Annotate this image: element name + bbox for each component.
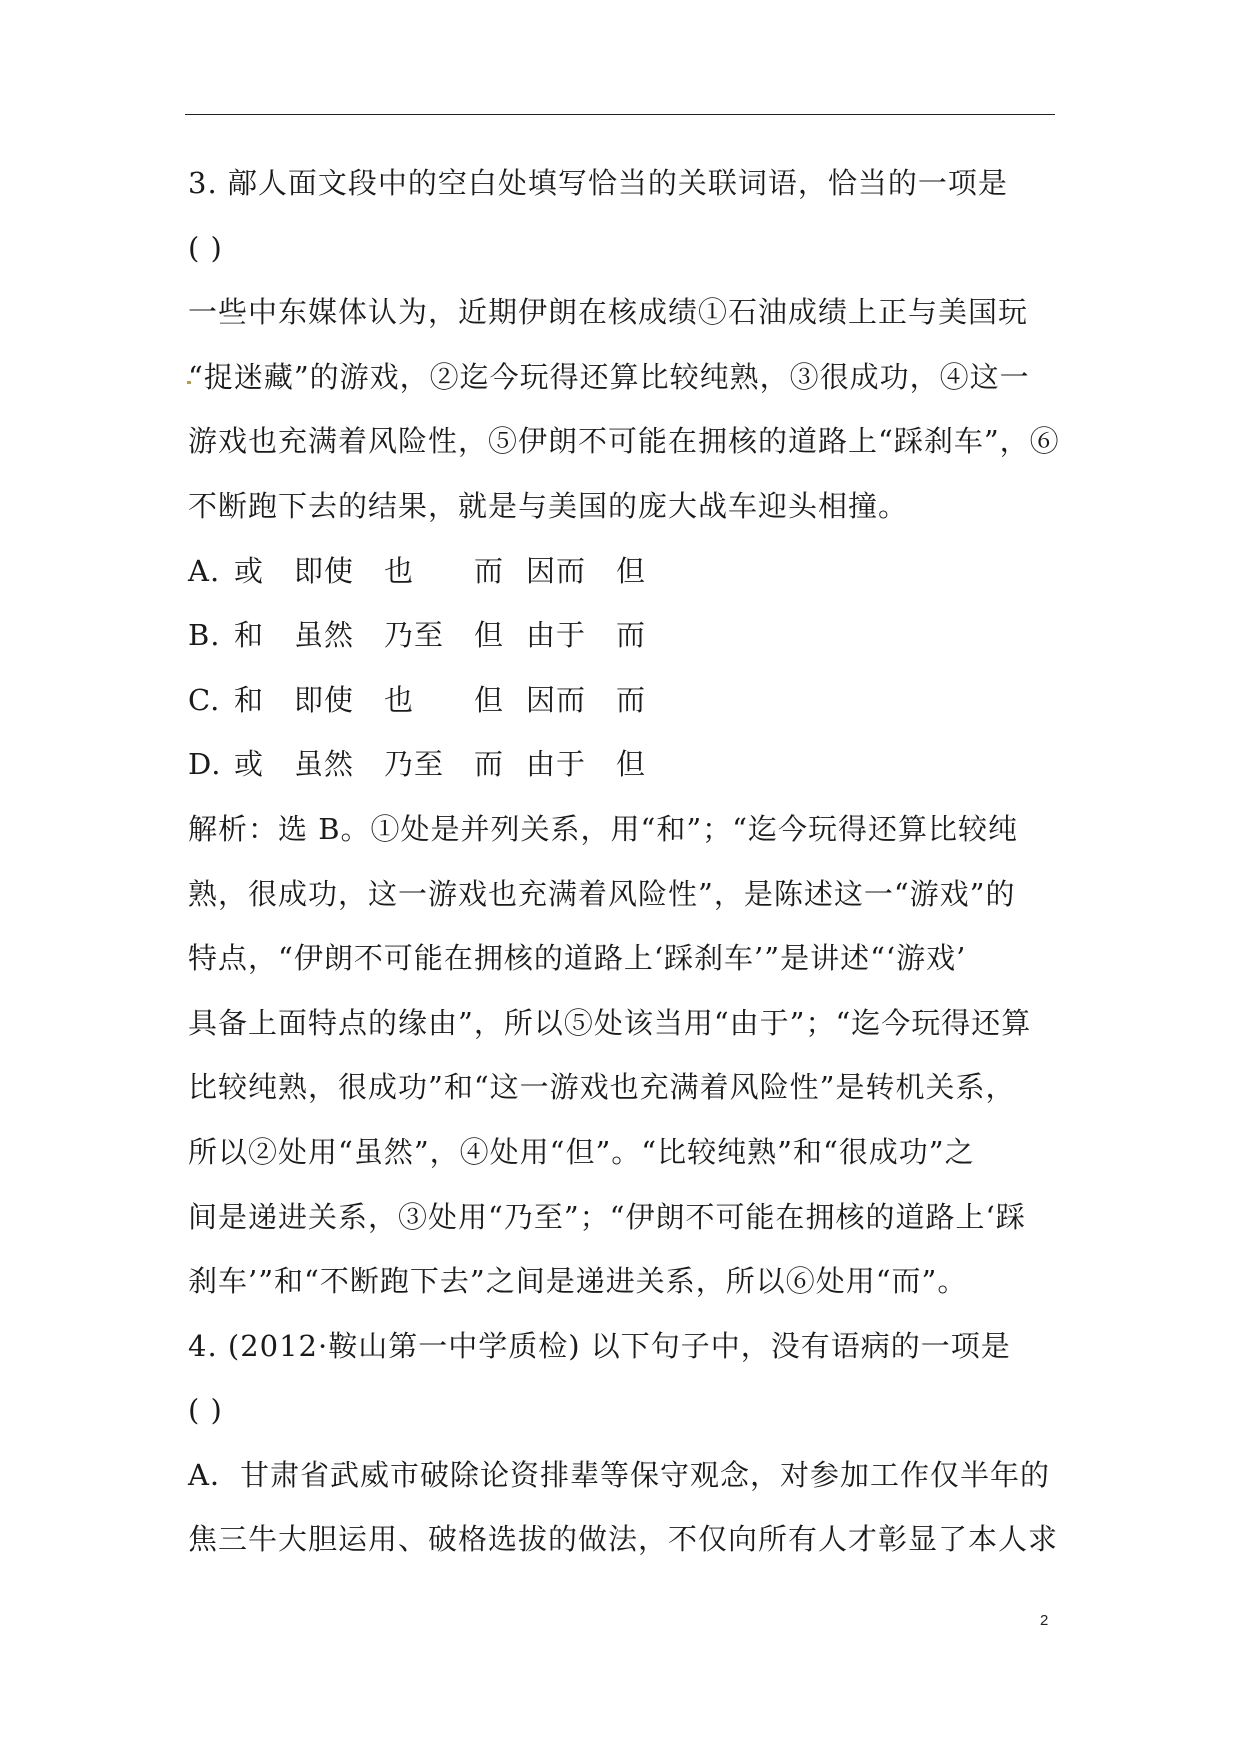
analysis-line: 间是递进关系，③处用“乃至”；“伊朗不可能在拥核的道路上‘踩 [188,1199,1026,1234]
option-word: 虽然 [294,747,355,782]
passage-line: 游戏也充满着风险性，⑤伊朗不可能在拥核的道路上“踩刹车”，⑥ [188,424,1060,459]
option-word: 即使 [294,682,355,717]
option-word: 也 [384,682,415,717]
analysis-line: 具备上面特点的缘由”，所以⑤处该当用“由于”；“迄今玩得还算 [188,1005,1032,1040]
option-word: 因而 [526,553,587,588]
option-word: 由于 [526,747,587,782]
q3-analysis [188,808,1068,1325]
q4-stem: 4. (2012·鞍山第一中学质检) 以下句子中，没有语病的一项是 [188,1328,1011,1363]
option-b [188,614,1068,679]
option-word: 而 [474,747,505,782]
option-word: 因而 [526,682,587,717]
option-word: 和 [234,682,265,717]
q4-answer-blank: ( ) [188,1393,223,1428]
option-letter: B. [188,618,221,653]
option-word: 或 [234,747,265,782]
option-a [188,550,1068,615]
page-number: 2 [1040,1612,1049,1629]
option-word: 而 [616,618,647,653]
q3-passage [188,291,1068,549]
passage-line: 一些中东媒体认为，近期伊朗在核成绩①石油成绩上正与美国玩 [188,295,1029,330]
option-letter: D. [188,747,222,782]
option-word: 由于 [526,618,587,653]
analysis-line: 所以②处用“虽然”，④处用“但”。“比较纯熟”和“很成功”之 [188,1134,975,1169]
option-word: 虽然 [294,618,355,653]
q3-stem: 3. 鄗人面文段中的空白处填写恰当的关联词语，恰当的一项是 [188,166,1008,200]
option-word: 而 [616,682,647,717]
q4-option-a-line: A．甘肃省武威市破除论资排辈等保守观念，对参加工作仅半年的 [188,1457,1050,1492]
option-letter: C. [188,682,221,717]
q3-answer-blank: ( ) [188,230,223,265]
option-word: 但 [616,553,647,588]
q4-option-a-line: 焦三牛大胆运用、破格选拔的做法，不仅向所有人才彰显了本人求 [188,1522,1059,1557]
option-word: 而 [474,553,505,588]
option-word: 和 [234,618,265,653]
option-word: 或 [234,553,265,588]
option-word: 乃至 [384,618,445,653]
option-word: 即使 [294,553,355,588]
option-word: 但 [616,747,647,782]
header-rule [185,114,1055,115]
option-word: 乃至 [384,747,445,782]
passage-line: “捉迷藏”的游戏，②迄今玩得还算比较纯熟，③很成功，④这一 [188,359,1030,394]
analysis-line: 特点，“伊朗不可能在拥核的道路上‘踩刹车’”是讲述“‘游戏’ [188,941,967,976]
analysis-line: 比较纯熟，很成功”和“这一游戏也充满着风险性”是转机关系， [188,1070,1016,1105]
option-letter: A. [188,553,221,588]
option-c [188,679,1068,744]
passage-line: 不断跑下去的结果，就是与美国的庞大战车迎头相撞。 [188,488,909,523]
option-word: 但 [474,682,505,717]
option-word: 但 [474,618,505,653]
analysis-line: 刹车’”和“不断跑下去”之间是递进关系，所以⑥处用“而”。 [188,1264,968,1299]
option-d [188,743,1068,808]
option-word: 也 [384,553,415,588]
q3-options [188,550,1068,808]
analysis-line: 熟，很成功，这一游戏也充满着风险性”，是陈述这一“游戏”的 [188,876,1016,911]
document-body [188,162,1068,1583]
analysis-line: 解析：选 B。①处是并列关系，用“和”；“迄今玩得还算比较纯 [188,811,1019,846]
